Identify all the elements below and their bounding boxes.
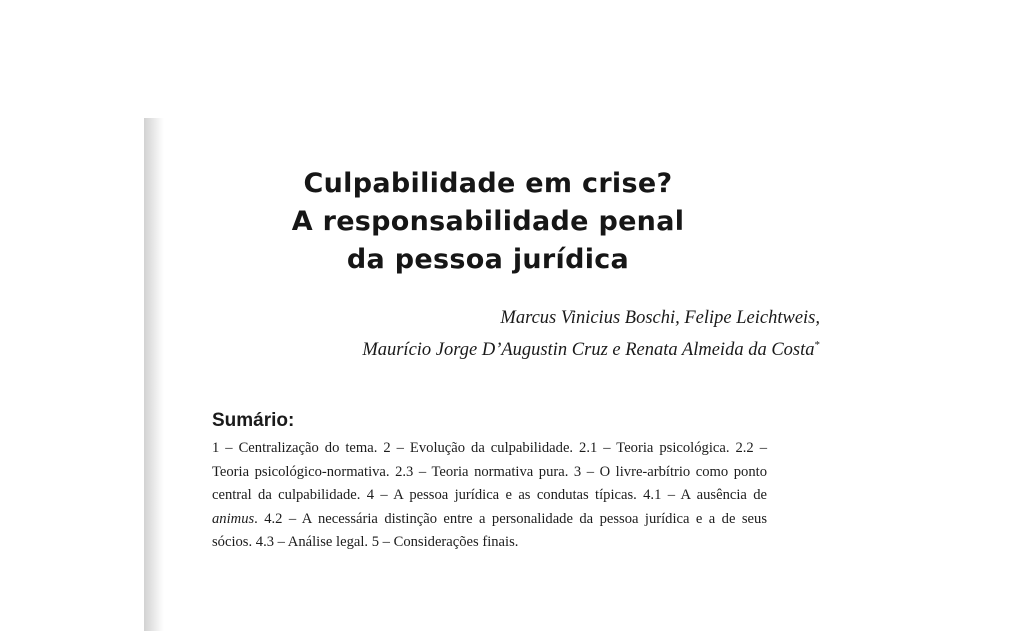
summary-text-part-2: . 4.2 – A necessária distinção entre a personalidade da pessoa jurídica e a de seus sócios. 4.3 – Análise legal. 5 – Considerações finais. — [212, 510, 767, 550]
author-list — [362, 305, 820, 364]
title-line-1: Culpabilidade em crise? — [303, 168, 673, 199]
title-line-2: A responsabilidade penal — [291, 206, 685, 237]
title-line-3: da pessoa jurídica — [346, 244, 630, 275]
summary-italic-term: animus — [212, 510, 255, 527]
author-line-2 — [362, 332, 820, 364]
footnote-mark[interactable]: * — [814, 339, 820, 351]
summary-text-part-1: 1 – Centralização do tema. 2 – Evolução da culpabilidade. 2.1 – Teoria psicológica. 2.2 – Teoria psicológico-normativa. 2.3 – Teoria normativa pura. 3 – O livre-arbítrio como ponto central da culpabilidade. 4 – A pessoa jurídica e as condutas típicas. 4.1 – A ausência de — [212, 440, 767, 503]
author-line-1: Marcus Vinicius Boschi, Felipe Leichtweis, — [500, 308, 820, 328]
author-line-2-text: Maurício Jorge D’Augustin Cruz e Renata Almeida da Costa — [362, 340, 815, 361]
page-binding-shadow — [144, 118, 164, 631]
summary-text — [212, 437, 767, 555]
article-title — [260, 165, 716, 279]
summary-heading: Sumário: — [212, 410, 295, 431]
